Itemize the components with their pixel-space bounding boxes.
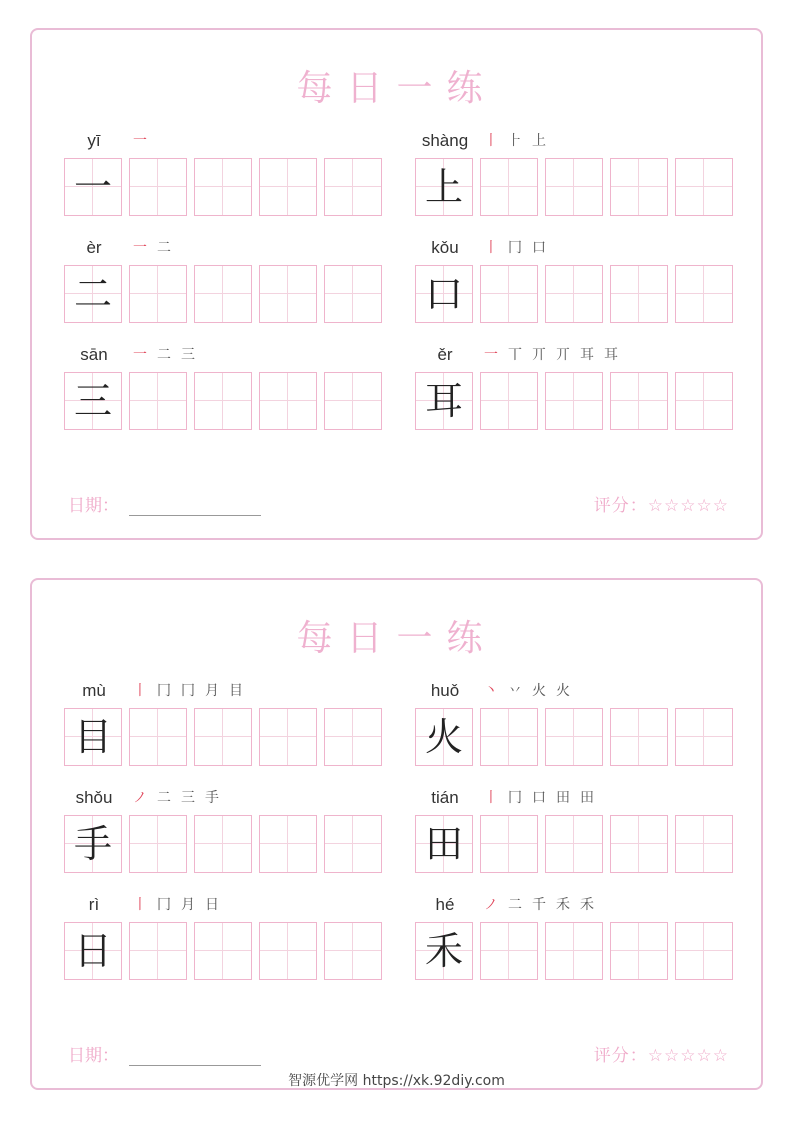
model-character: 日 <box>73 929 112 973</box>
stroke-step: 耳 <box>580 347 594 363</box>
stroke-order <box>128 680 248 702</box>
practice-cell[interactable] <box>610 158 668 216</box>
model-character: 田 <box>424 822 463 866</box>
stroke-step: 手 <box>205 790 219 806</box>
score-field <box>594 1041 729 1066</box>
model-character-cell <box>415 815 473 873</box>
pinyin-label: rì <box>88 895 100 914</box>
stroke-order <box>128 344 200 366</box>
practice-cell[interactable] <box>194 708 252 766</box>
stroke-step: 丨 <box>484 790 498 806</box>
card-title: 每日一练 <box>296 68 497 109</box>
date-field <box>68 1041 261 1066</box>
stroke-step: 目 <box>229 683 243 699</box>
character-entry <box>64 680 384 780</box>
stroke-step: 二 <box>157 347 171 363</box>
practice-cell[interactable] <box>324 922 382 980</box>
character-entry <box>415 787 735 887</box>
model-character: 口 <box>424 272 463 316</box>
stroke-step: 三 <box>181 347 195 363</box>
model-character: 火 <box>424 715 463 759</box>
character-entry <box>415 894 735 994</box>
pinyin-label: yī <box>87 131 101 150</box>
date-field <box>68 491 261 516</box>
stroke-step: 一 <box>133 240 147 256</box>
stroke-step: 丌 <box>556 347 570 363</box>
practice-cell[interactable] <box>545 265 603 323</box>
stroke-step: 冂 <box>508 240 522 256</box>
stroke-step: 田 <box>580 790 594 806</box>
practice-cell[interactable] <box>324 815 382 873</box>
card-title: 每日一练 <box>296 618 497 659</box>
pinyin-label: hé <box>435 895 455 914</box>
practice-cell[interactable] <box>675 708 733 766</box>
practice-cell[interactable] <box>610 815 668 873</box>
practice-cell[interactable] <box>194 265 252 323</box>
character-entry <box>415 344 735 444</box>
stroke-step: 丌 <box>532 347 546 363</box>
stroke-step: 禾 <box>556 897 570 913</box>
stroke-step: 一 <box>133 133 147 149</box>
practice-cell[interactable] <box>480 708 538 766</box>
practice-cell[interactable] <box>545 372 603 430</box>
practice-cell[interactable] <box>610 265 668 323</box>
practice-card-1 <box>30 28 763 540</box>
stroke-step: 日 <box>205 897 219 913</box>
model-character-cell <box>415 708 473 766</box>
stroke-step: 二 <box>157 240 171 256</box>
character-entry <box>64 237 384 337</box>
practice-cell[interactable] <box>480 815 538 873</box>
practice-cell[interactable] <box>129 815 187 873</box>
score-field <box>594 491 729 516</box>
stroke-step: 口 <box>532 240 546 256</box>
practice-cell[interactable] <box>610 922 668 980</box>
stroke-order <box>479 237 551 259</box>
practice-cell[interactable] <box>324 265 382 323</box>
date-label: 日期： <box>68 496 119 516</box>
stroke-step: 冂 <box>157 897 171 913</box>
practice-cell[interactable] <box>259 158 317 216</box>
stroke-step: 火 <box>556 683 570 699</box>
stroke-order <box>479 680 575 702</box>
practice-cell[interactable] <box>480 265 538 323</box>
practice-cell[interactable] <box>129 265 187 323</box>
stroke-step: ノ <box>484 897 498 913</box>
practice-cell[interactable] <box>545 922 603 980</box>
model-character-cell <box>64 265 122 323</box>
model-character: 三 <box>73 379 112 423</box>
stroke-step: 一 <box>484 347 498 363</box>
watermark: 智源优学网 https://xk.92diy.com <box>288 1073 505 1089</box>
stroke-order <box>128 130 152 152</box>
stroke-order <box>479 894 599 916</box>
score-stars[interactable]: ☆☆☆☆☆ <box>647 496 729 516</box>
stroke-step: 二 <box>157 790 171 806</box>
pinyin-label: kǒu <box>431 238 459 257</box>
practice-cell[interactable] <box>129 922 187 980</box>
pinyin-label: èr <box>86 238 102 257</box>
character-entry <box>415 680 735 780</box>
pinyin-label: shàng <box>421 131 469 150</box>
date-label: 日期： <box>68 1046 119 1066</box>
pinyin-label: sān <box>80 345 108 364</box>
model-character-cell <box>64 158 122 216</box>
stroke-order <box>479 787 599 809</box>
pinyin-label: ěr <box>437 345 453 364</box>
model-character-cell <box>415 265 473 323</box>
practice-cell[interactable] <box>675 372 733 430</box>
character-entry <box>415 130 735 230</box>
stroke-step: 丨 <box>133 683 147 699</box>
practice-cell[interactable] <box>259 708 317 766</box>
practice-cell[interactable] <box>675 922 733 980</box>
stroke-order <box>128 237 176 259</box>
practice-cell[interactable] <box>129 158 187 216</box>
practice-cell[interactable] <box>545 815 603 873</box>
stroke-step: 口 <box>532 790 546 806</box>
score-label: 评分： <box>593 1046 648 1066</box>
stroke-step: 冂 <box>181 683 195 699</box>
practice-cell[interactable] <box>324 372 382 430</box>
model-character: 禾 <box>424 929 463 973</box>
stroke-step: 丶 <box>484 683 498 699</box>
stroke-step: 丨 <box>133 897 147 913</box>
practice-cell[interactable] <box>480 922 538 980</box>
stroke-step: 田 <box>556 790 570 806</box>
practice-cell[interactable] <box>675 815 733 873</box>
practice-cell[interactable] <box>194 158 252 216</box>
practice-cell[interactable] <box>480 158 538 216</box>
model-character: 二 <box>73 272 112 316</box>
pinyin-label: shǒu <box>75 788 113 807</box>
model-character: 耳 <box>424 379 463 423</box>
practice-cell[interactable] <box>610 372 668 430</box>
practice-cell[interactable] <box>194 922 252 980</box>
stroke-step: 上 <box>532 133 546 149</box>
practice-cell[interactable] <box>675 265 733 323</box>
character-entry <box>415 237 735 337</box>
stroke-step: 二 <box>508 897 522 913</box>
practice-cell[interactable] <box>610 708 668 766</box>
practice-card-2 <box>30 578 763 1090</box>
score-stars[interactable]: ☆☆☆☆☆ <box>647 1046 729 1066</box>
model-character-cell <box>64 922 122 980</box>
stroke-step: 冂 <box>508 790 522 806</box>
stroke-order <box>479 130 551 152</box>
model-character-cell <box>415 158 473 216</box>
stroke-step: 丨 <box>484 240 498 256</box>
date-input-line[interactable] <box>129 1049 261 1066</box>
model-character-cell <box>64 708 122 766</box>
practice-cell[interactable] <box>194 815 252 873</box>
pinyin-label: tián <box>431 788 459 807</box>
practice-cell[interactable] <box>324 708 382 766</box>
model-character-cell <box>415 922 473 980</box>
stroke-step: 冂 <box>157 683 171 699</box>
stroke-step: 禾 <box>580 897 594 913</box>
practice-cell[interactable] <box>480 372 538 430</box>
practice-cell[interactable] <box>194 372 252 430</box>
score-label: 评分： <box>593 496 648 516</box>
practice-cell[interactable] <box>545 708 603 766</box>
stroke-step: 三 <box>181 790 195 806</box>
practice-cell[interactable] <box>129 708 187 766</box>
practice-cell[interactable] <box>675 158 733 216</box>
stroke-step: 丨 <box>484 133 498 149</box>
stroke-step: 耳 <box>604 347 618 363</box>
pinyin-label: mù <box>82 681 106 700</box>
character-entry <box>64 787 384 887</box>
model-character: 目 <box>73 715 112 759</box>
model-character: 手 <box>73 822 112 866</box>
date-input-line[interactable] <box>129 499 261 516</box>
practice-cell[interactable] <box>259 265 317 323</box>
stroke-step: 月 <box>205 683 219 699</box>
practice-cell[interactable] <box>259 922 317 980</box>
model-character-cell <box>64 372 122 430</box>
stroke-order <box>479 344 623 366</box>
character-entry <box>64 894 384 994</box>
stroke-step: 月 <box>181 897 195 913</box>
model-character: 上 <box>424 165 463 209</box>
stroke-step: 一 <box>133 347 147 363</box>
character-entry <box>64 130 384 230</box>
model-character-cell <box>415 372 473 430</box>
stroke-order <box>128 894 224 916</box>
model-character: 一 <box>73 165 112 209</box>
stroke-step: 丷 <box>508 683 522 699</box>
pinyin-label: huǒ <box>430 681 460 700</box>
practice-cell[interactable] <box>259 815 317 873</box>
model-character-cell <box>64 815 122 873</box>
stroke-step: 丅 <box>508 347 522 363</box>
practice-cell[interactable] <box>324 158 382 216</box>
practice-cell[interactable] <box>545 158 603 216</box>
stroke-step: ⺊ <box>508 133 522 149</box>
practice-cell[interactable] <box>129 372 187 430</box>
stroke-step: ノ <box>133 790 147 806</box>
stroke-step: 火 <box>532 683 546 699</box>
stroke-order <box>128 787 224 809</box>
practice-cell[interactable] <box>259 372 317 430</box>
stroke-step: 千 <box>532 897 546 913</box>
character-entry <box>64 344 384 444</box>
